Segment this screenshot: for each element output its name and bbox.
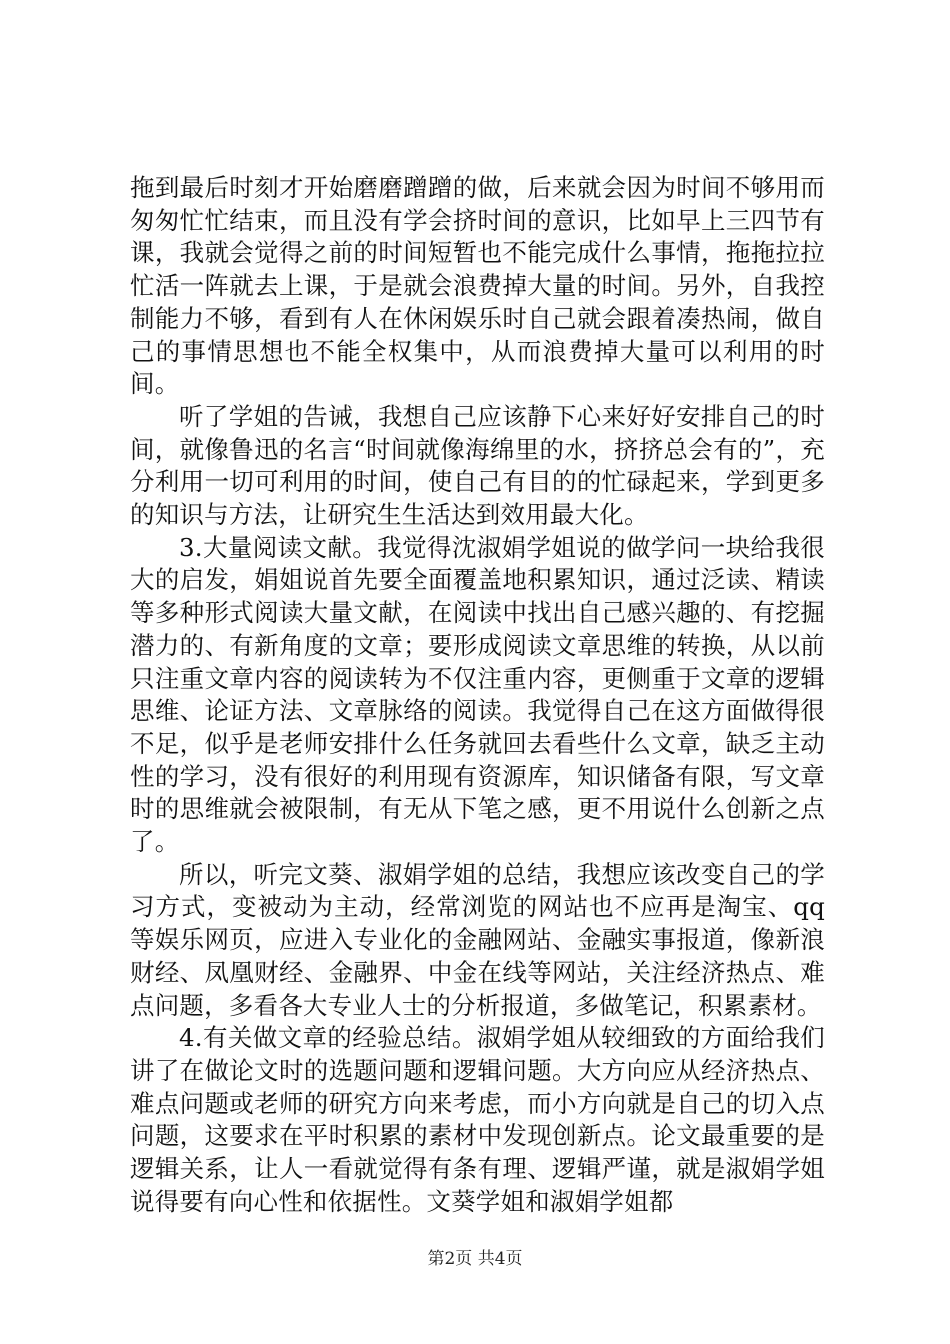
paragraph-reading-literature: 3.大量阅读文献。我觉得沈淑娟学姐说的做学问一块给我很大的启发，娟姐说首先要全面覆盖地积累知识，通过泛读、精读等多种形式阅读大量文献，在阅读中找出自己感兴趣的、有挖掘潜力的、有新角度的文章；要形成阅读文章思维的转换，从以前只注重文章内容的阅读转为不仅注重内容，更侧重于文章的逻辑思维、论证方法、文章脉络的阅读。我觉得自己在这方面做得很不足，似乎是老师安排什么任务就回去看些什么文章，缺乏主动性的学习，没有很好的利用现有资源库，知识储备有限，写文章时的思维就会被限制，有无从下笔之感，更不用说什么创新之点了。	[130, 532, 825, 857]
document-body	[130, 172, 825, 1219]
paragraph-writing-experience: 4.有关做文章的经验总结。淑娟学姐从较细致的方面给我们讲了在做论文时的选题问题和逻辑问题。大方向应从经济热点、难点问题或老师的研究方向来考虑，而小方向就是自己的切入点问题，这要求在平时积累的素材中发现创新点。论文最重要的是逻辑关系，让人一看就觉得有条有理、逻辑严谨，就是淑娟学姐说得要有向心性和依据性。文葵学姐和淑娟学姐都	[130, 1023, 825, 1216]
paragraph-learning-method: 所以，听完文葵、淑娟学姐的总结，我想应该改变自己的学习方式，变被动为主动，经常浏览的网站也不应再是淘宝、qq等娱乐网页，应进入专业化的金融网站、金融实事报道，像新浪财经、凤凰财经、金融界、中金在线等网站，关注经济热点、难点问题，多看各大专业人士的分析报道，多做笔记，积累素材。	[130, 859, 825, 1020]
page-number-footer: 第2页 共4页	[427, 1249, 523, 1269]
paragraph-continuation: 拖到最后时刻才开始磨磨蹭蹭的做，后来就会因为时间不够用而匆匆忙忙结束，而且没有学会挤时间的意识，比如早上三四节有课，我就会觉得之前的时间短暂也不能完成什么事情，拖拖拉拉忙活一阵就去上课，于是就会浪费掉大量的时间。另外，自我控制能力不够，看到有人在休闲娱乐时自己就会跟着凑热闹，做自己的事情思想也不能全权集中，从而浪费掉大量可以利用的时间。	[130, 173, 825, 399]
paragraph-time-management: 听了学姐的告诫，我想自己应该静下心来好好安排自己的时间，就像鲁迅的名言“时间就像海绵里的水，挤挤总会有的”，充分利用一切可利用的时间，使自己有目的的忙碌起来，学到更多的知识与方法，让研究生生活达到效用最大化。	[130, 401, 825, 530]
